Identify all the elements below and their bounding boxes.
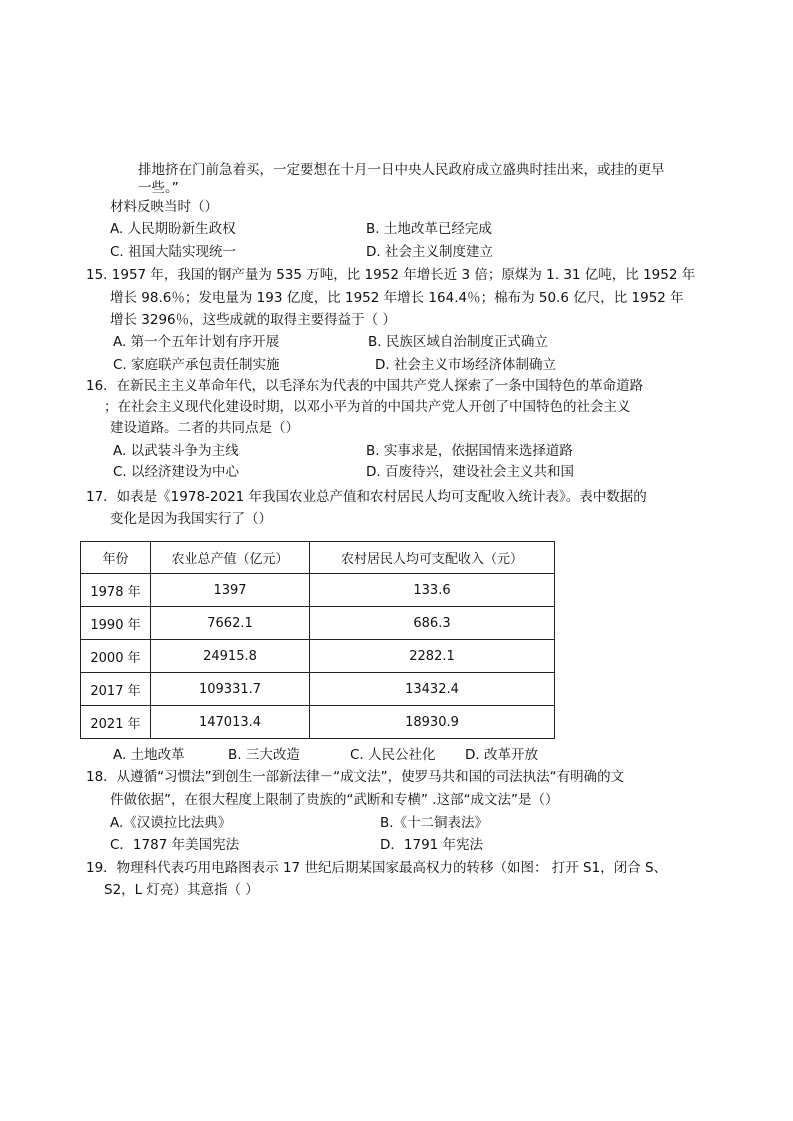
q17-line-1: 17．如表是《1978-2021 年我国农业总产值和农村居民人均可支配收入统计表》。表中数据的: [86, 489, 647, 505]
q14-stem: 材料反映当时（）: [110, 199, 218, 215]
table-row: [81, 706, 555, 739]
q18-option-b: B.《十二铜表法》: [380, 815, 489, 831]
q16-line-2: ；在社会主义现代化建设时期，以邓小平为首的中国共产党人开创了中国特色的社会主义: [104, 399, 631, 415]
q15-line-3: 增长 3296％，这些成就的取得主要得益于（ ）: [110, 312, 396, 328]
q16-line-3: 建设道路。二者的共同点是（）: [110, 420, 299, 436]
q16-option-c: C. 以经济建设为中心: [113, 464, 240, 480]
q17-line-2: 变化是因为我国实行了（）: [110, 511, 272, 527]
q18-option-d: D．1791 年宪法: [380, 837, 484, 853]
q15-line-1: 15. 1957 年，我国的钢产量为 535 万吨，比 1952 年增长近 3 倍；原煤为 1. 31 亿吨，比 1952 年: [86, 267, 696, 283]
q16-line-1: 16．在新民主主义革命年代，以毛泽东为代表的中国共产党人探索了一条中国特色的革命道路: [86, 378, 644, 394]
table-cell-rural-income: 133.6: [310, 574, 555, 607]
q18-option-a: A.《汉谟拉比法典》: [110, 815, 232, 831]
table-cell-year: 2021 年: [81, 706, 151, 739]
table-header-cell: 农业总产值（亿元）: [151, 542, 310, 574]
table-cell-rural-income: 2282.1: [310, 640, 555, 673]
table-cell-rural-income: 18930.9: [310, 706, 555, 739]
q14-option-d: D. 社会主义制度建立: [366, 244, 493, 260]
q15-option-a: A. 第一个五年计划有序开展: [113, 334, 280, 350]
table-header-cell: 农村居民人均可支配收入（元）: [310, 542, 555, 574]
q17-option-b: B. 三大改造: [228, 747, 300, 763]
table-cell-agri-output: 7662.1: [151, 607, 310, 640]
q15-line-2: 增长 98.6％；发电量为 193 亿度，比 1952 年增长 164.4％；棉布为 50.6 亿尺，比 1952 年: [110, 290, 684, 306]
q15-option-c: C. 家庭联产承包责任制实施: [113, 357, 280, 373]
q16-option-b: B. 实事求是，依据国情来选择道路: [366, 443, 573, 459]
q18-line-1: 18．从遵循“习惯法”到创生一部新法律－“成文法”，使罗马共和国的司法执法“有明确的文: [86, 769, 625, 785]
q18-line-2: 件做依据”，在很大程度上限制了贵族的“武断和专横” .这部“成文法”是（）: [110, 792, 559, 808]
q18-option-c: C．1787 年美国宪法: [110, 837, 240, 853]
q14-option-b: B. 土地改革已经完成: [366, 221, 492, 237]
table-cell-year: 1990 年: [81, 607, 151, 640]
table-row: [81, 574, 555, 607]
table-row: [81, 640, 555, 673]
table-cell-agri-output: 109331.7: [151, 673, 310, 706]
table-cell-rural-income: 13432.4: [310, 673, 555, 706]
table-cell-rural-income: 686.3: [310, 607, 555, 640]
table-cell-year: 2017 年: [81, 673, 151, 706]
table-cell-agri-output: 1397: [151, 574, 310, 607]
q14-quote-line-2: 一些。”: [138, 180, 179, 196]
q14-option-c: C. 祖国大陆实现统一: [110, 244, 237, 260]
table-header-row: [81, 542, 555, 574]
table-cell-agri-output: 24915.8: [151, 640, 310, 673]
q14-option-a: A. 人民期盼新生政权: [110, 221, 236, 237]
statistics-table: [80, 541, 555, 739]
table-row: [81, 673, 555, 706]
q16-option-a: A. 以武装斗争为主线: [113, 443, 239, 459]
q19-line-1: 19．物理科代表巧用电路图表示 17 世纪后期某国家最高权力的转移（如图： 打开 S1，闭合 S、: [86, 860, 668, 876]
q15-option-b: B. 民族区域自治制度正式确立: [368, 334, 548, 350]
q16-option-d: D. 百废待兴，建设社会主义共和国: [366, 464, 574, 480]
table-header-cell: 年份: [81, 542, 151, 574]
q17-option-d: D. 改革开放: [465, 747, 538, 763]
q17-option-c: C. 人民公社化: [350, 747, 436, 763]
table-cell-agri-output: 147013.4: [151, 706, 310, 739]
table-row: [81, 607, 555, 640]
table-cell-year: 2000 年: [81, 640, 151, 673]
q17-option-a: A. 土地改革: [113, 747, 185, 763]
table-cell-year: 1978 年: [81, 574, 151, 607]
q19-line-2: S2，L 灯亮）其意指（ ）: [104, 882, 259, 898]
q14-quote-line-1: 排地挤在门前急着买，一定要想在十月一日中央人民政府成立盛典时挂出来，或挂的更早: [138, 162, 665, 178]
q15-option-d: D. 社会主义市场经济体制确立: [375, 357, 556, 373]
